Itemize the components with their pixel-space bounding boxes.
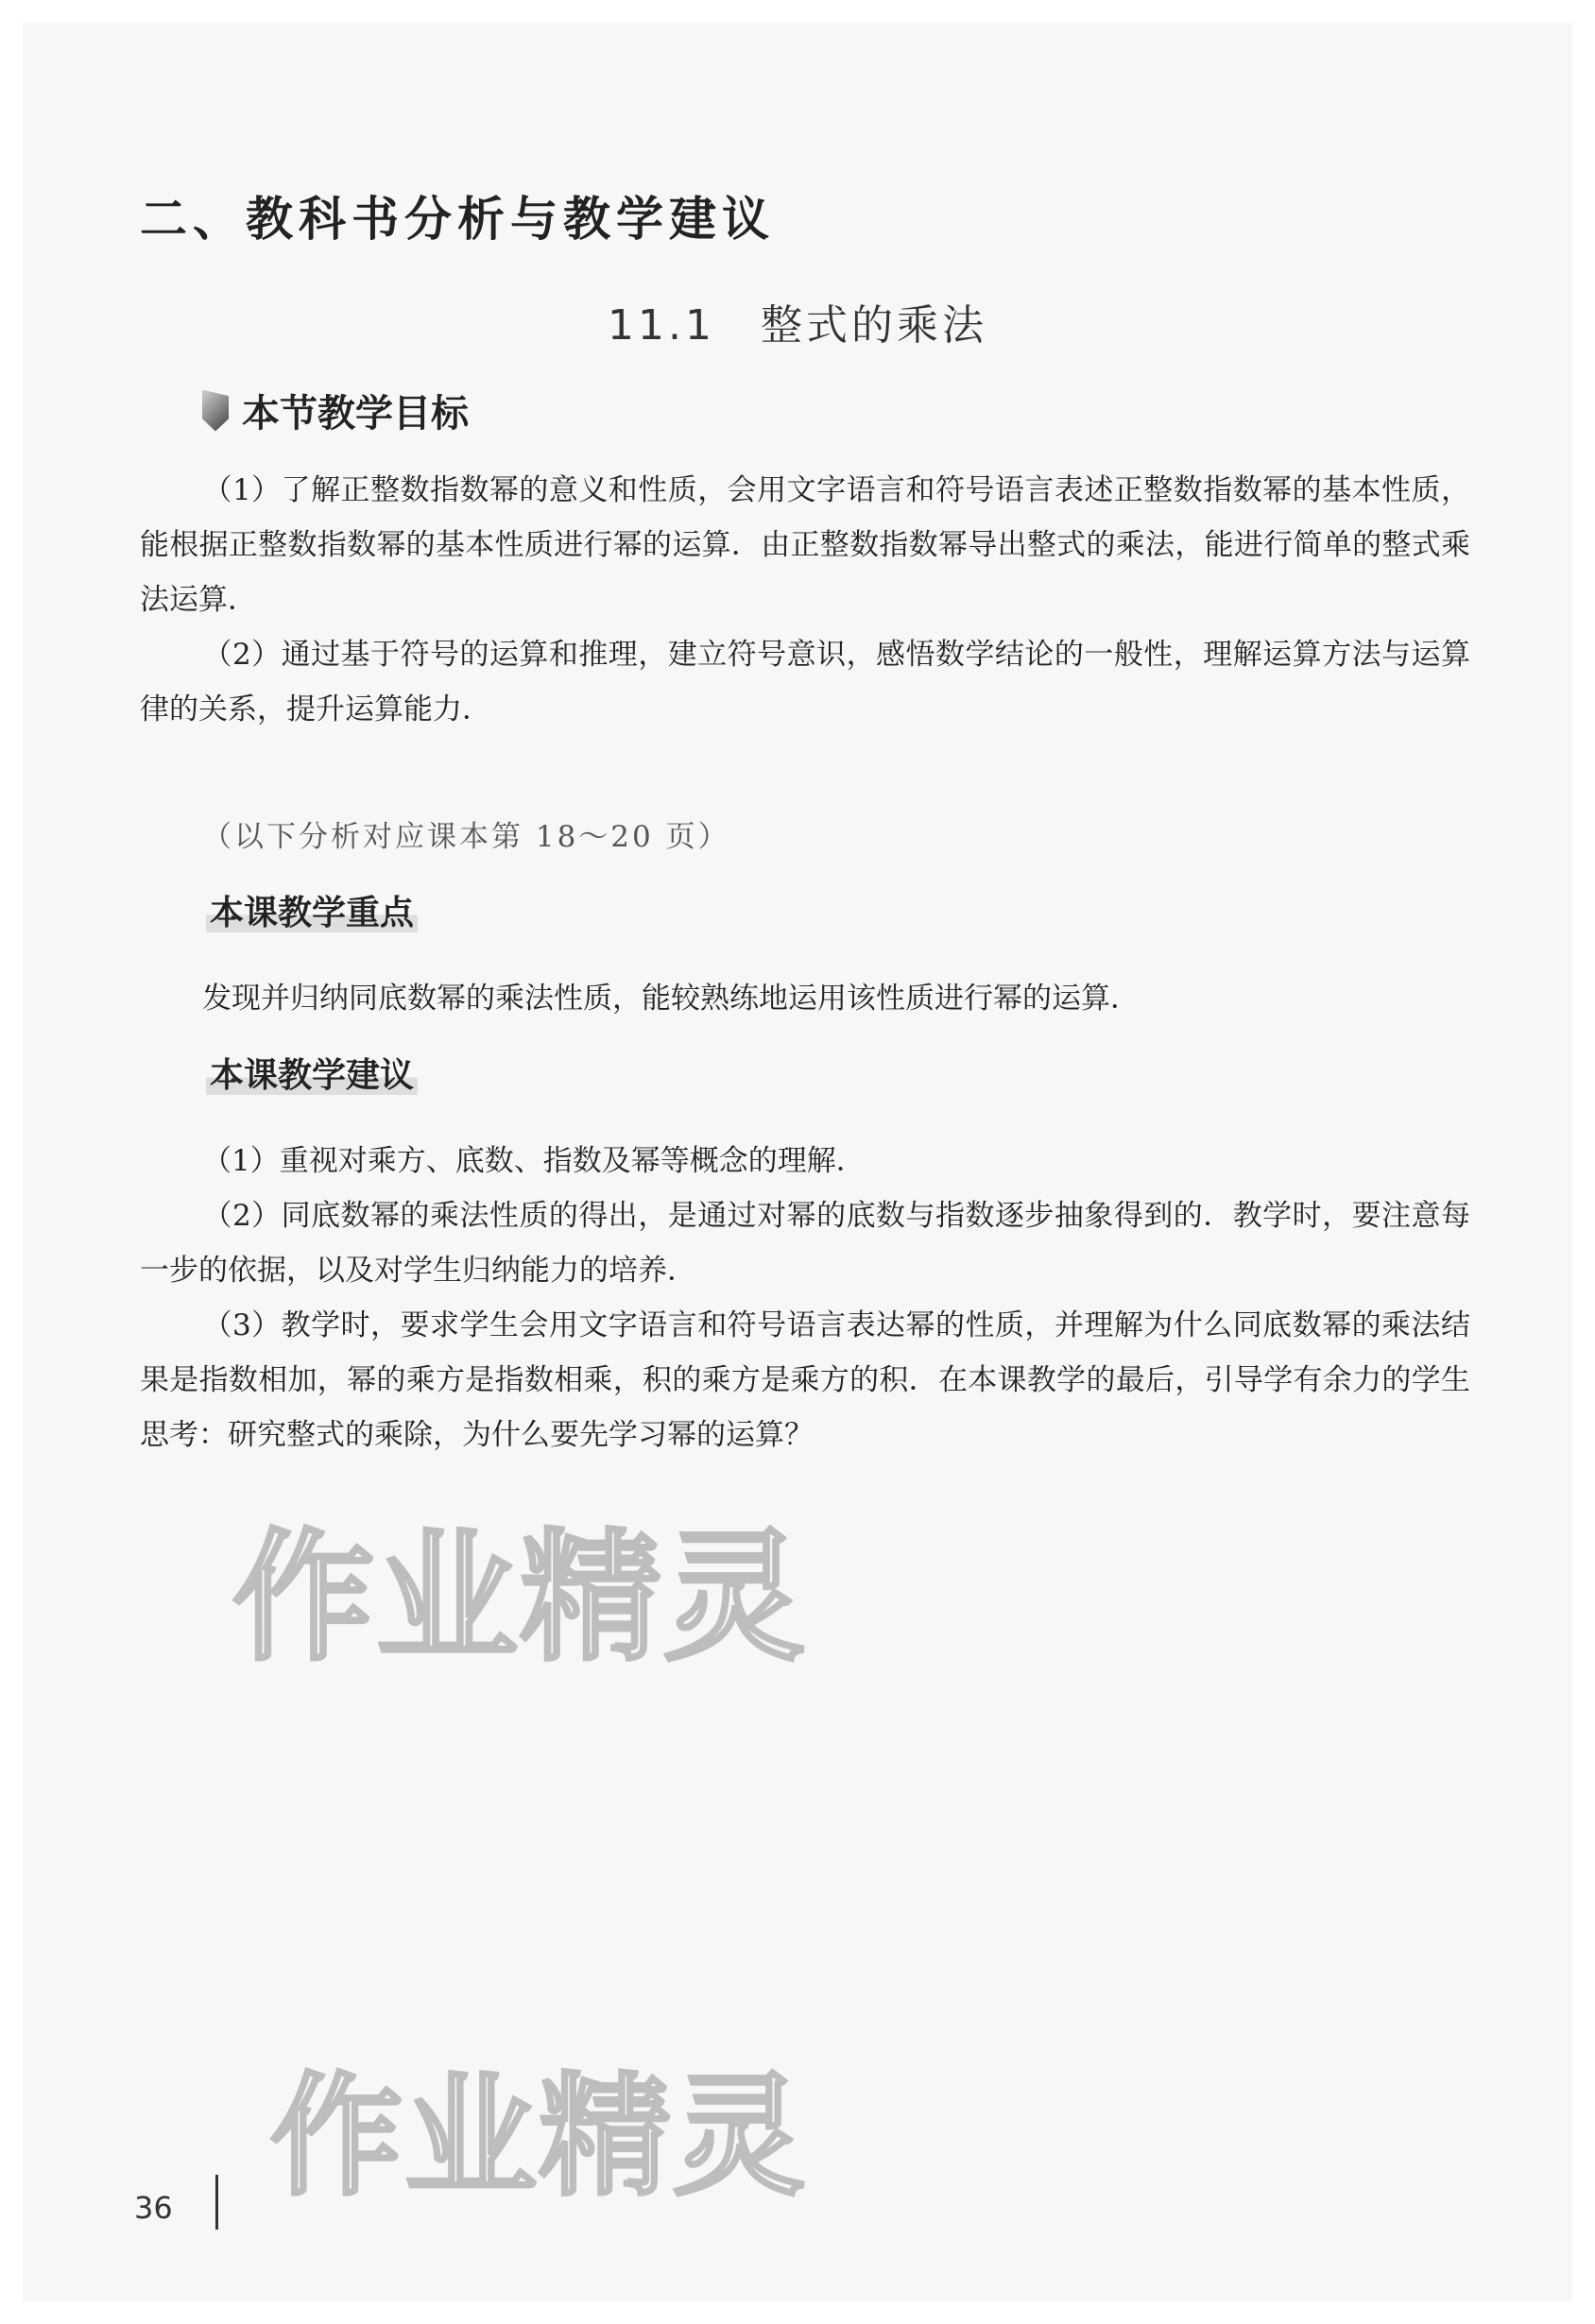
section-title <box>0 291 1595 351</box>
suggestion-item-1: （1）重视对乘方、底数、指数及幂等概念的理解． <box>202 1144 866 1178</box>
goals-heading <box>202 384 469 437</box>
section-name: 整式的乘法 <box>760 301 987 350</box>
suggestion-item-3: （3）教学时，要求学生会用文字语言和符号语言表达幂的性质，并理解为什么同底数幂的乘法结果是指数相加，幂的乘方是指数相乘，积的乘方是乘方的积．在本课教学的最后，引导学有余力的学生思考：研究整式的乘除，为什么要先学习幂的运算？ <box>140 1308 1470 1452</box>
key-points-text: 发现并归纳同底数幂的乘法性质，能较熟练地运用该性质进行幂的运算． <box>202 982 1140 1016</box>
watermark-top: 作业精灵 <box>232 1516 808 1681</box>
page-number-rule <box>215 2175 218 2230</box>
goals-heading-text: 本节教学目标 <box>242 392 469 436</box>
section-number: 11.1 <box>608 301 715 350</box>
page-range-note: （以下分析对应课本第 18～20 页） <box>202 820 730 854</box>
bookmark-icon <box>202 390 229 432</box>
goal-item-2: （2）通过基于符号的运算和推理，建立符号意识，感悟数学结论的一般性，理解运算方法与运算律的关系，提升运算能力． <box>140 638 1470 726</box>
page-number: 36 <box>134 2190 173 2226</box>
suggestions-heading: 本课教学建议 <box>206 1049 418 1097</box>
part-title: 二、教科书分析与教学建议 <box>140 192 775 247</box>
key-points-heading: 本课教学重点 <box>206 886 418 934</box>
watermark-bottom: 作业精灵 <box>270 2060 808 2214</box>
suggestion-item-2: （2）同底数幂的乘法性质的得出，是通过对幂的底数与指数逐步抽象得到的．教学时，要注意每一步的依据，以及对学生归纳能力的培养． <box>140 1199 1470 1288</box>
goal-item-1: （1）了解正整数指数幂的意义和性质，会用文字语言和符号语言表述正整数指数幂的基本性质，能根据正整数指数幂的基本性质进行幂的运算．由正整数指数幂导出整式的乘法，能进行简单的整式乘法运算． <box>140 473 1470 617</box>
